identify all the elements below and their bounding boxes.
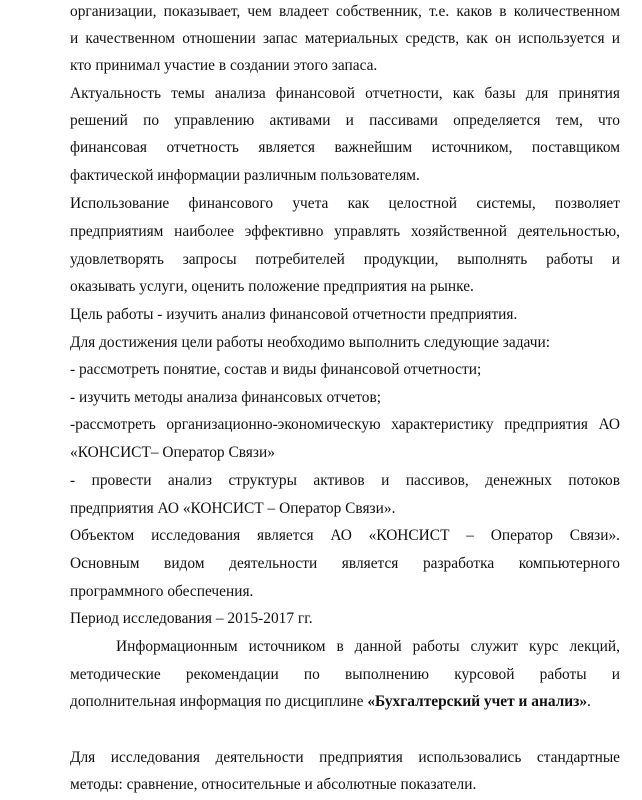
paragraph-2-line-4: фактической информации различным пользователям. — [70, 167, 420, 184]
paragraph-3-line-2: предприятиям наиболее эффективно управлять хозяйственной деятельностью, — [70, 223, 620, 240]
paragraph-9-line-1: Для исследования деятельности предприятия использовались стандартные — [70, 749, 620, 766]
period-line: Период исследования – 2015-2017 гг. — [70, 610, 313, 627]
paragraph-6-line-1: Объектом исследования является АО «КОНСИСТ – Оператор Связи». — [70, 527, 620, 544]
discipline-name: «Бухгалтерский учет и анализ» — [367, 693, 588, 710]
paragraph-2-line-1: Актуальность темы анализа финансовой отчетности, как базы для принятия — [70, 85, 620, 102]
paragraph-3-line-3: удовлетворять запросы потребителей продукции, выполнять работы и — [70, 251, 620, 268]
paragraph-1-line-1: организации, показывает, чем владеет собственник, т.е. каков в количественном — [70, 3, 620, 20]
paragraph-3-line-1: Использование финансового учета как целостной системы, позволяет — [70, 195, 620, 212]
paragraph-8-line-3-text: дополнительная информация по дисциплине — [70, 693, 368, 710]
paragraph-1-line-2: и качественном отношении запас материальных средств, как он используется и — [70, 30, 620, 47]
task-2: - изучить методы анализа финансовых отчетов; — [70, 389, 382, 406]
paragraph-9-line-2: методы: сравнение, относительные и абсолютные показатели. — [70, 776, 477, 793]
task-1: - рассмотреть понятие, состав и виды финансовой отчетности; — [70, 361, 482, 378]
paragraph-6-line-2: Основным видом деятельности является разработка компьютерного — [70, 555, 620, 572]
paragraph-6-line-3: программного обеспечения. — [70, 583, 254, 600]
paragraph-2-line-3: финансовая отчетность является важнейшим источником, поставщиком — [70, 139, 620, 156]
task-3-line-2: «КОНСИСТ– Оператор Связи» — [70, 444, 275, 461]
goal-line: Цель работы - изучить анализ финансовой отчетности предприятия. — [70, 306, 518, 323]
paragraph-2-line-2: решений по управлению активами и пассивами определяется тем, что — [70, 112, 620, 129]
tasks-intro-line: Для достижения цели работы необходимо выполнить следующие задачи: — [70, 334, 551, 351]
paragraph-8-line-3 — [70, 692, 620, 712]
paragraph-8-line-1: Информационным источником в данной работы служит курс лекций, — [116, 638, 620, 655]
paragraph-3-line-4: оказывать услуги, оценить положение предприятия на рынке. — [70, 278, 474, 295]
paragraph-8-line-3-end: . — [587, 693, 591, 710]
task-3-line-1: -рассмотреть организационно-экономическую характеристику предприятия АО — [70, 416, 620, 433]
task-4-line-1: - провести анализ структуры активов и пассивов, денежных потоков — [70, 472, 620, 489]
paragraph-8-line-2: методические рекомендации по выполнению курсовой работы и — [70, 666, 620, 683]
task-4-line-2: предприятия АО «КОНСИСТ – Оператор Связи». — [70, 500, 396, 517]
paragraph-1-line-3: кто принимал участие в создании этого запаса. — [70, 57, 378, 74]
